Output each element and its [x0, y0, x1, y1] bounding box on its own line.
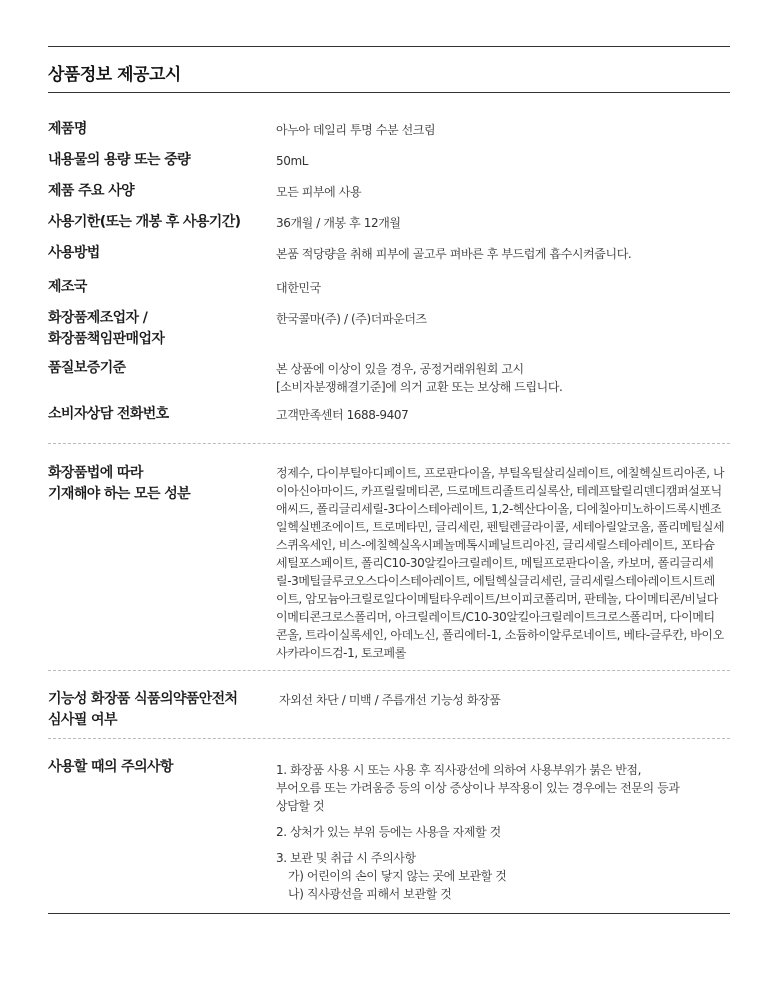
label-line: 화장품제조업자 / — [48, 310, 148, 326]
section-divider — [48, 443, 730, 444]
ingredients-line: 이트, 암모늄아크릴로일다이메틸타우레이트/브이피코폴리머, 판테놀, 다이메티콘/비닐다 — [276, 592, 718, 606]
label-line: 화장품책임판매업자 — [48, 331, 165, 347]
row-value-country: 대한민국 — [276, 281, 321, 295]
row-value-volume: 50mL — [276, 154, 309, 168]
value-line: 본 상품에 이상이 있을 경우, 공정거래위원회 고시 — [276, 362, 524, 376]
ingredients-line: 스퀴옥세인, 비스-에칠헥실옥시페놀메톡시페닐트리아진, 글리세릴스테아레이트, 포타슘 — [276, 538, 715, 552]
caution-item — [276, 823, 730, 841]
ingredients-line: 일헥실벤조에이트, 트로메타민, 글리세린, 펜틸렌글라이콜, 세테아릴알코올, 폴리메틸실세 — [276, 520, 725, 534]
label-line: 화장품법에 따라 — [48, 465, 143, 481]
ingredients-line: 이아신아마이드, 카프릴릴메티콘, 드로메트리졸트리실록산, 테레프탈릴리덴디캠퍼설포닉 — [276, 484, 722, 498]
caution-line: 상담할 것 — [276, 799, 325, 813]
row-value-product-name: 아누아 데일리 투명 수분 선크림 — [276, 123, 436, 137]
row-label-product-name: 제품명 — [48, 121, 87, 137]
value-line: [소비자분쟁해결기준]에 의거 교환 또는 보상해 드립니다. — [276, 380, 563, 394]
row-label-main-spec: 제품 주요 사양 — [48, 183, 135, 199]
caution-line: 1. 화장품 사용 시 또는 사용 후 직사광선에 의하여 사용부위가 붉은 반점, — [276, 763, 642, 777]
caution-line: 2. 상처가 있는 부위 등에는 사용을 자제할 것 — [276, 825, 501, 839]
title-divider — [48, 92, 730, 93]
caution-label: 사용할 때의 주의사항 — [48, 759, 173, 775]
row-label-phone: 소비자상담 전화번호 — [48, 406, 169, 422]
label-line: 심사필 여부 — [48, 712, 117, 728]
caution-subline: 나) 직사광선을 피해서 보관할 것 — [288, 887, 452, 901]
ingredients-line: 이메티콘크로스폴리머, 아크릴레이트/C10-30알킬아크릴레이트크로스폴리머, 다이메티 — [276, 610, 715, 624]
ingredients-line: 사카라이드검-1, 토코페롤 — [276, 646, 406, 660]
top-divider — [48, 46, 730, 47]
caution-item — [276, 761, 730, 815]
ingredients-list — [276, 464, 730, 662]
functional-value: 자외선 차단 / 미백 / 주름개선 기능성 화장품 — [279, 693, 501, 707]
row-value-main-spec: 모든 피부에 사용 — [276, 185, 362, 199]
row-value-quality — [276, 360, 730, 396]
ingredients-line: 릴-3메틸글루코오스다이스테아레이트, 에틸헥실글리세린, 글리세릴스테아레이트시트레 — [276, 574, 715, 588]
caution-line: 3. 보관 및 취급 시 주의사항 — [276, 851, 416, 865]
caution-subline: 가) 어린이의 손이 닿지 않는 곳에 보관할 것 — [288, 869, 507, 883]
row-value-expiry: 36개월 / 개봉 후 12개월 — [276, 216, 401, 230]
section-divider — [48, 738, 730, 739]
ingredients-line: 세틸포스페이트, 폴리C10-30알킬아크릴레이트, 메틸프로판다이올, 카보머, 폴리글리세 — [276, 556, 714, 570]
ingredients-line: 콘올, 트라이실록세인, 아데노신, 폴리에터-1, 소듐하이알루로네이트, 베타-글루칸, 바이오 — [276, 628, 724, 642]
row-label-expiry: 사용기한(또는 개봉 후 사용기간) — [48, 214, 241, 230]
label-line: 기능성 화장품 식품의약품안전처 — [48, 691, 238, 707]
row-value-usage: 본품 적당량을 취해 피부에 골고루 펴바른 후 부드럽게 흡수시켜줍니다. — [276, 247, 632, 261]
row-label-quality: 품질보증기준 — [48, 360, 126, 376]
caution-list — [276, 761, 730, 911]
row-label-country: 제조국 — [48, 279, 87, 295]
ingredients-line: 애씨드, 폴리글리세릴-3다이스테아레이트, 1,2-헥산다이올, 디에칠아미노하이드록시벤조 — [276, 502, 722, 516]
ingredients-line: 정제수, 다이부틸아디페이트, 프로판다이올, 부틸옥틸살리실레이트, 에칠헥실트리아존, 나 — [276, 466, 725, 480]
page-title: 상품정보 제공고시 — [48, 65, 181, 85]
row-value-phone: 고객만족센터 1688-9407 — [276, 408, 409, 422]
section-divider — [48, 670, 730, 671]
caution-item — [276, 849, 730, 903]
row-label-manufacturer — [48, 308, 263, 350]
caution-line: 부어오름 또는 가려움증 등의 이상 증상이나 부작용이 있는 경우에는 전문의 등과 — [276, 781, 680, 795]
ingredients-label — [48, 463, 263, 505]
bottom-divider — [48, 913, 730, 914]
row-label-usage: 사용방법 — [48, 245, 100, 261]
row-value-manufacturer: 한국콜마(주) / (주)더파운더즈 — [276, 312, 427, 326]
label-line: 기재해야 하는 모든 성분 — [48, 486, 191, 502]
functional-label — [48, 689, 263, 731]
row-label-volume: 내용물의 용량 또는 중량 — [48, 152, 191, 168]
